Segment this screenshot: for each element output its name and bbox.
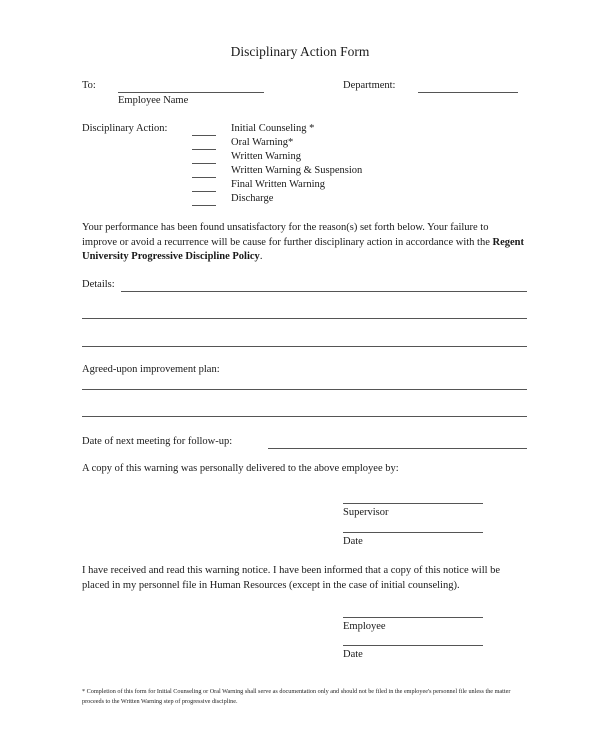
employee-name-label: Employee Name: [118, 95, 189, 106]
department-field-line[interactable]: [418, 92, 518, 93]
action-checkbox-line[interactable]: [192, 149, 216, 150]
employee-date-line[interactable]: [343, 645, 483, 646]
supervisor-label: Supervisor: [343, 507, 389, 518]
intro-paragraph: Your performance has been found unsatisfactory for the reason(s) set forth below. Your failure to improve or avoid a recurrence will be cause for further disciplinary action in accordance with the Regent University Progressive Discipline Policy.: [82, 222, 524, 262]
department-label: Department:: [343, 80, 396, 91]
supervisor-date-line[interactable]: [343, 532, 483, 533]
policy-name: Regent University Progressive Discipline Policy: [82, 236, 524, 262]
improvement-plan-line[interactable]: [82, 389, 527, 390]
details-label: Details:: [82, 279, 115, 290]
followup-label: Date of next meeting for follow-up:: [82, 436, 233, 447]
footnote: * Completion of this form for Initial Counseling or Oral Warning shall serve as documentation only and should not be filed in the employee's personnel file unless the matter proceeds to the Written Warning step of progressive discipline.: [82, 688, 511, 705]
action-option: Written Warning & Suspension: [231, 165, 363, 176]
date-label: Date: [343, 536, 363, 547]
action-option: Final Written Warning: [231, 179, 325, 190]
to-label: To:: [82, 80, 96, 91]
details-line[interactable]: [82, 318, 527, 319]
action-checkbox-line[interactable]: [192, 191, 216, 192]
acknowledgement-paragraph: I have received and read this warning notice. I have been informed that a copy of this notice will be placed in my personnel file in Human Resources (except in the case of initial counseling).: [82, 565, 501, 591]
action-option: Discharge: [231, 193, 274, 204]
improvement-plan-label: Agreed-upon improvement plan:: [82, 364, 220, 375]
action-option: Oral Warning*: [231, 137, 294, 148]
form-title: Disciplinary Action Form: [230, 44, 370, 59]
details-line[interactable]: [121, 291, 527, 292]
followup-date-line[interactable]: [268, 448, 527, 449]
improvement-plan-line[interactable]: [82, 416, 527, 417]
details-line[interactable]: [82, 346, 527, 347]
supervisor-signature-line[interactable]: [343, 503, 483, 504]
action-checkbox-line[interactable]: [192, 205, 216, 206]
action-option: Written Warning: [231, 151, 301, 162]
action-option: Initial Counseling *: [231, 123, 315, 134]
to-field-line[interactable]: [118, 92, 264, 93]
date-label: Date: [343, 649, 363, 660]
disciplinary-action-label: Disciplinary Action:: [82, 123, 168, 134]
action-checkbox-line[interactable]: [192, 135, 216, 136]
action-checkbox-line[interactable]: [192, 177, 216, 178]
copy-delivered-text: A copy of this warning was personally delivered to the above employee by:: [82, 463, 399, 474]
employee-signature-line[interactable]: [343, 617, 483, 618]
action-checkbox-line[interactable]: [192, 163, 216, 164]
employee-label: Employee: [343, 621, 386, 632]
